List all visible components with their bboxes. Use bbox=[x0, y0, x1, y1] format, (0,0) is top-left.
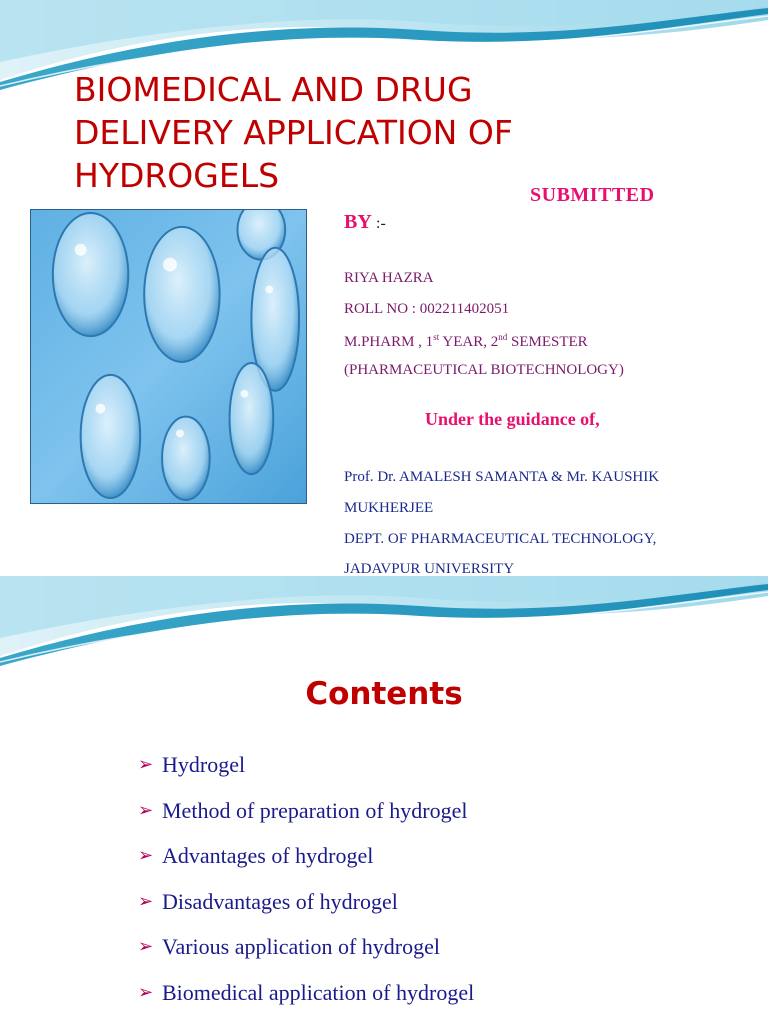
arrow-bullet-icon: ➢ bbox=[138, 845, 154, 865]
submitted-label: SUBMITTED bbox=[530, 184, 655, 206]
contents-list bbox=[138, 752, 474, 1024]
arrow-bullet-icon: ➢ bbox=[138, 754, 154, 774]
program-pre: M.PHARM , 1 bbox=[344, 334, 434, 350]
list-item bbox=[138, 980, 474, 1024]
by-label bbox=[344, 211, 386, 234]
arrow-bullet-icon: ➢ bbox=[138, 799, 154, 820]
arrow-bullet-icon: ➢ bbox=[138, 890, 154, 911]
title-line-2: DELIVERY APPLICATION OF bbox=[74, 113, 513, 152]
arrow-bullet-icon: ➢ bbox=[138, 981, 154, 1002]
list-item bbox=[138, 934, 474, 980]
wave-header-decoration bbox=[0, 576, 768, 686]
list-item-text: Biomedical application of hydrogel bbox=[162, 979, 475, 1005]
guidance-label: Under the guidance of, bbox=[425, 409, 600, 429]
list-item-text: Method of preparation of hydrogel bbox=[162, 797, 468, 823]
arrow-bullet-icon: ➢ bbox=[138, 936, 154, 956]
program-mid: YEAR, 2 bbox=[439, 334, 499, 350]
contents-title: Contents bbox=[305, 676, 463, 712]
by-separator: :- bbox=[376, 215, 386, 232]
list-item-text: Hydrogel bbox=[162, 752, 246, 777]
list-item bbox=[138, 889, 474, 935]
roll-number: ROLL NO : 002211402051 bbox=[344, 301, 510, 317]
contents-slide bbox=[0, 576, 768, 1024]
list-item bbox=[138, 843, 474, 889]
list-item bbox=[138, 752, 474, 798]
list-item-text: Disadvantages of hydrogel bbox=[162, 888, 398, 914]
guides-line-1: Prof. Dr. AMALESH SAMANTA & Mr. KAUSHIK bbox=[344, 469, 660, 485]
department: DEPT. OF PHARMACEUTICAL TECHNOLOGY, bbox=[344, 531, 657, 547]
by-text: BY bbox=[344, 211, 372, 233]
program-sup-1: st bbox=[433, 332, 440, 342]
program-year bbox=[344, 332, 588, 351]
list-item-text: Advantages of hydrogel bbox=[162, 843, 374, 868]
student-name: RIYA HAZRA bbox=[344, 270, 434, 286]
specialization: (PHARMACEUTICAL BIOTECHNOLOGY) bbox=[344, 362, 624, 378]
hydrogel-droplets-image bbox=[30, 209, 307, 504]
program-sup-2: nd bbox=[498, 332, 508, 342]
list-item-text: Various application of hydrogel bbox=[162, 934, 440, 959]
guides-line-2: MUKHERJEE bbox=[344, 500, 434, 516]
title-line-3: HYDROGELS bbox=[74, 156, 280, 195]
title-line-1: BIOMEDICAL AND DRUG bbox=[74, 70, 473, 109]
list-item bbox=[138, 798, 474, 844]
program-post: SEMESTER bbox=[507, 334, 588, 350]
university: JADAVPUR UNIVERSITY bbox=[344, 561, 515, 576]
presentation-title bbox=[74, 68, 634, 197]
